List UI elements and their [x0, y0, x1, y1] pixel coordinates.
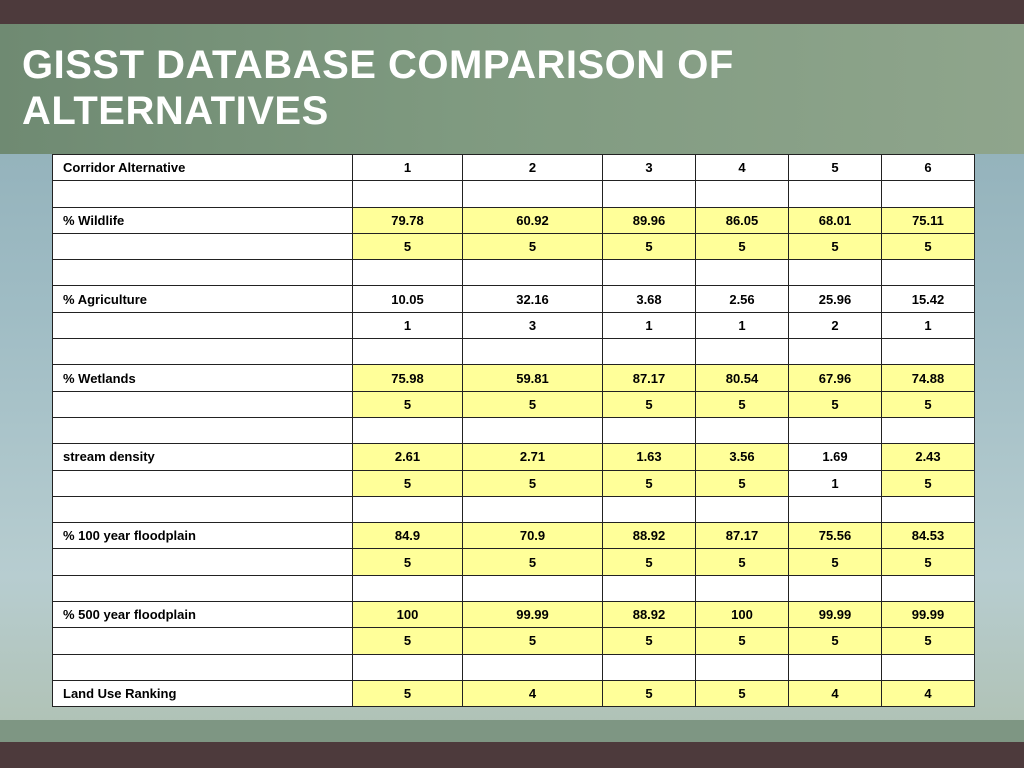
value-cell: 5 — [603, 470, 696, 496]
value-cell: 5 — [603, 680, 696, 706]
value-cell: 2.61 — [353, 444, 463, 470]
value-cell: 68.01 — [789, 207, 882, 233]
value-cell — [882, 181, 975, 207]
value-cell — [789, 181, 882, 207]
value-cell: 75.98 — [353, 365, 463, 391]
row-label-cell: % Wildlife — [53, 207, 353, 233]
value-cell: 5 — [603, 549, 696, 575]
table-row — [53, 470, 975, 496]
value-cell: 1 — [789, 470, 882, 496]
header-cell: 2 — [463, 155, 603, 181]
table-row — [53, 496, 975, 522]
table-row — [53, 549, 975, 575]
value-cell — [789, 496, 882, 522]
row-label-cell — [53, 549, 353, 575]
value-cell — [463, 417, 603, 443]
comparison-table-wrap — [52, 154, 974, 707]
value-cell — [882, 417, 975, 443]
value-cell: 5 — [463, 628, 603, 654]
value-cell: 5 — [882, 470, 975, 496]
value-cell — [789, 260, 882, 286]
value-cell — [882, 339, 975, 365]
value-cell: 5 — [463, 470, 603, 496]
value-cell — [603, 417, 696, 443]
header-cell: 1 — [353, 155, 463, 181]
value-cell — [463, 496, 603, 522]
value-cell — [696, 496, 789, 522]
value-cell — [603, 181, 696, 207]
value-cell — [696, 417, 789, 443]
value-cell — [603, 339, 696, 365]
value-cell: 87.17 — [696, 523, 789, 549]
value-cell: 5 — [696, 233, 789, 259]
value-cell: 1 — [882, 312, 975, 338]
row-label-cell — [53, 417, 353, 443]
value-cell — [353, 339, 463, 365]
value-cell: 5 — [353, 470, 463, 496]
bottom-band — [0, 720, 1024, 742]
value-cell: 59.81 — [463, 365, 603, 391]
value-cell — [353, 181, 463, 207]
value-cell: 5 — [353, 628, 463, 654]
table-row — [53, 312, 975, 338]
value-cell: 5 — [789, 549, 882, 575]
value-cell — [696, 575, 789, 601]
value-cell — [789, 575, 882, 601]
row-label-cell — [53, 260, 353, 286]
value-cell: 10.05 — [353, 286, 463, 312]
value-cell: 5 — [696, 470, 789, 496]
value-cell: 5 — [603, 391, 696, 417]
value-cell: 100 — [353, 602, 463, 628]
value-cell: 5 — [603, 628, 696, 654]
value-cell: 5 — [603, 233, 696, 259]
value-cell: 5 — [789, 391, 882, 417]
value-cell: 5 — [353, 233, 463, 259]
value-cell — [789, 339, 882, 365]
value-cell: 99.99 — [789, 602, 882, 628]
value-cell — [603, 260, 696, 286]
row-label-cell: % 500 year floodplain — [53, 602, 353, 628]
table-row — [53, 575, 975, 601]
value-cell — [696, 181, 789, 207]
row-label-cell: Land Use Ranking — [53, 680, 353, 706]
row-label-cell: stream density — [53, 444, 353, 470]
value-cell: 99.99 — [882, 602, 975, 628]
table-row — [53, 181, 975, 207]
table-row — [53, 444, 975, 470]
comparison-table — [52, 154, 975, 707]
table-row — [53, 654, 975, 680]
value-cell — [353, 575, 463, 601]
value-cell: 5 — [696, 680, 789, 706]
row-label-cell: % Wetlands — [53, 365, 353, 391]
row-label-cell — [53, 470, 353, 496]
value-cell: 4 — [789, 680, 882, 706]
value-cell: 5 — [353, 680, 463, 706]
table-header-row — [53, 155, 975, 181]
value-cell: 2.56 — [696, 286, 789, 312]
value-cell: 60.92 — [463, 207, 603, 233]
value-cell: 4 — [463, 680, 603, 706]
value-cell — [603, 496, 696, 522]
value-cell — [463, 260, 603, 286]
value-cell: 70.9 — [463, 523, 603, 549]
header-cell: 6 — [882, 155, 975, 181]
value-cell — [603, 654, 696, 680]
value-cell — [353, 417, 463, 443]
table-row — [53, 339, 975, 365]
value-cell: 84.9 — [353, 523, 463, 549]
value-cell: 88.92 — [603, 602, 696, 628]
row-label-cell — [53, 575, 353, 601]
table-row — [53, 207, 975, 233]
value-cell — [353, 260, 463, 286]
value-cell — [696, 260, 789, 286]
table-row — [53, 286, 975, 312]
value-cell: 1.63 — [603, 444, 696, 470]
value-cell: 88.92 — [603, 523, 696, 549]
value-cell — [463, 654, 603, 680]
value-cell — [789, 654, 882, 680]
value-cell — [882, 575, 975, 601]
value-cell — [789, 417, 882, 443]
value-cell: 3.56 — [696, 444, 789, 470]
value-cell: 5 — [882, 233, 975, 259]
value-cell: 2.71 — [463, 444, 603, 470]
header-cell: 5 — [789, 155, 882, 181]
value-cell: 1 — [696, 312, 789, 338]
value-cell: 1 — [603, 312, 696, 338]
value-cell — [353, 496, 463, 522]
table-row — [53, 628, 975, 654]
value-cell: 5 — [353, 391, 463, 417]
table-row — [53, 523, 975, 549]
row-label-cell — [53, 181, 353, 207]
value-cell: 87.17 — [603, 365, 696, 391]
table-row — [53, 417, 975, 443]
value-cell: 5 — [463, 233, 603, 259]
value-cell: 4 — [882, 680, 975, 706]
row-label-cell: % Agriculture — [53, 286, 353, 312]
value-cell: 32.16 — [463, 286, 603, 312]
row-label-cell — [53, 233, 353, 259]
value-cell: 5 — [789, 233, 882, 259]
table-row — [53, 680, 975, 706]
value-cell: 3 — [463, 312, 603, 338]
slide-title: GISST DATABASE COMPARISON OF ALTERNATIVES — [22, 43, 734, 133]
value-cell: 5 — [696, 549, 789, 575]
value-cell: 3.68 — [603, 286, 696, 312]
value-cell: 1.69 — [789, 444, 882, 470]
value-cell: 25.96 — [789, 286, 882, 312]
table-row — [53, 260, 975, 286]
table-body — [53, 155, 975, 707]
table-row — [53, 391, 975, 417]
value-cell — [353, 654, 463, 680]
value-cell: 15.42 — [882, 286, 975, 312]
row-label-cell — [53, 496, 353, 522]
row-label-cell — [53, 312, 353, 338]
value-cell: 5 — [789, 628, 882, 654]
table-row — [53, 602, 975, 628]
row-label-cell: % 100 year floodplain — [53, 523, 353, 549]
header-label-cell: Corridor Alternative — [53, 155, 353, 181]
value-cell — [696, 339, 789, 365]
value-cell: 86.05 — [696, 207, 789, 233]
row-label-cell — [53, 339, 353, 365]
value-cell: 5 — [463, 549, 603, 575]
value-cell — [882, 260, 975, 286]
value-cell: 2.43 — [882, 444, 975, 470]
value-cell: 5 — [353, 549, 463, 575]
value-cell: 5 — [696, 628, 789, 654]
row-label-cell — [53, 628, 353, 654]
value-cell: 5 — [696, 391, 789, 417]
value-cell: 79.78 — [353, 207, 463, 233]
top-band — [0, 0, 1024, 24]
value-cell: 2 — [789, 312, 882, 338]
value-cell: 5 — [882, 549, 975, 575]
value-cell: 75.56 — [789, 523, 882, 549]
value-cell: 1 — [353, 312, 463, 338]
value-cell — [696, 654, 789, 680]
value-cell — [603, 575, 696, 601]
table-row — [53, 365, 975, 391]
value-cell — [463, 575, 603, 601]
value-cell: 74.88 — [882, 365, 975, 391]
bottom-strip — [0, 742, 1024, 768]
value-cell: 5 — [882, 391, 975, 417]
value-cell: 99.99 — [463, 602, 603, 628]
value-cell: 89.96 — [603, 207, 696, 233]
row-label-cell — [53, 391, 353, 417]
value-cell — [882, 654, 975, 680]
value-cell: 5 — [882, 628, 975, 654]
value-cell: 84.53 — [882, 523, 975, 549]
value-cell: 75.11 — [882, 207, 975, 233]
header-cell: 4 — [696, 155, 789, 181]
value-cell — [882, 496, 975, 522]
value-cell: 80.54 — [696, 365, 789, 391]
value-cell: 100 — [696, 602, 789, 628]
header-cell: 3 — [603, 155, 696, 181]
value-cell — [463, 339, 603, 365]
row-label-cell — [53, 654, 353, 680]
value-cell — [463, 181, 603, 207]
value-cell: 67.96 — [789, 365, 882, 391]
table-row — [53, 233, 975, 259]
value-cell: 5 — [463, 391, 603, 417]
